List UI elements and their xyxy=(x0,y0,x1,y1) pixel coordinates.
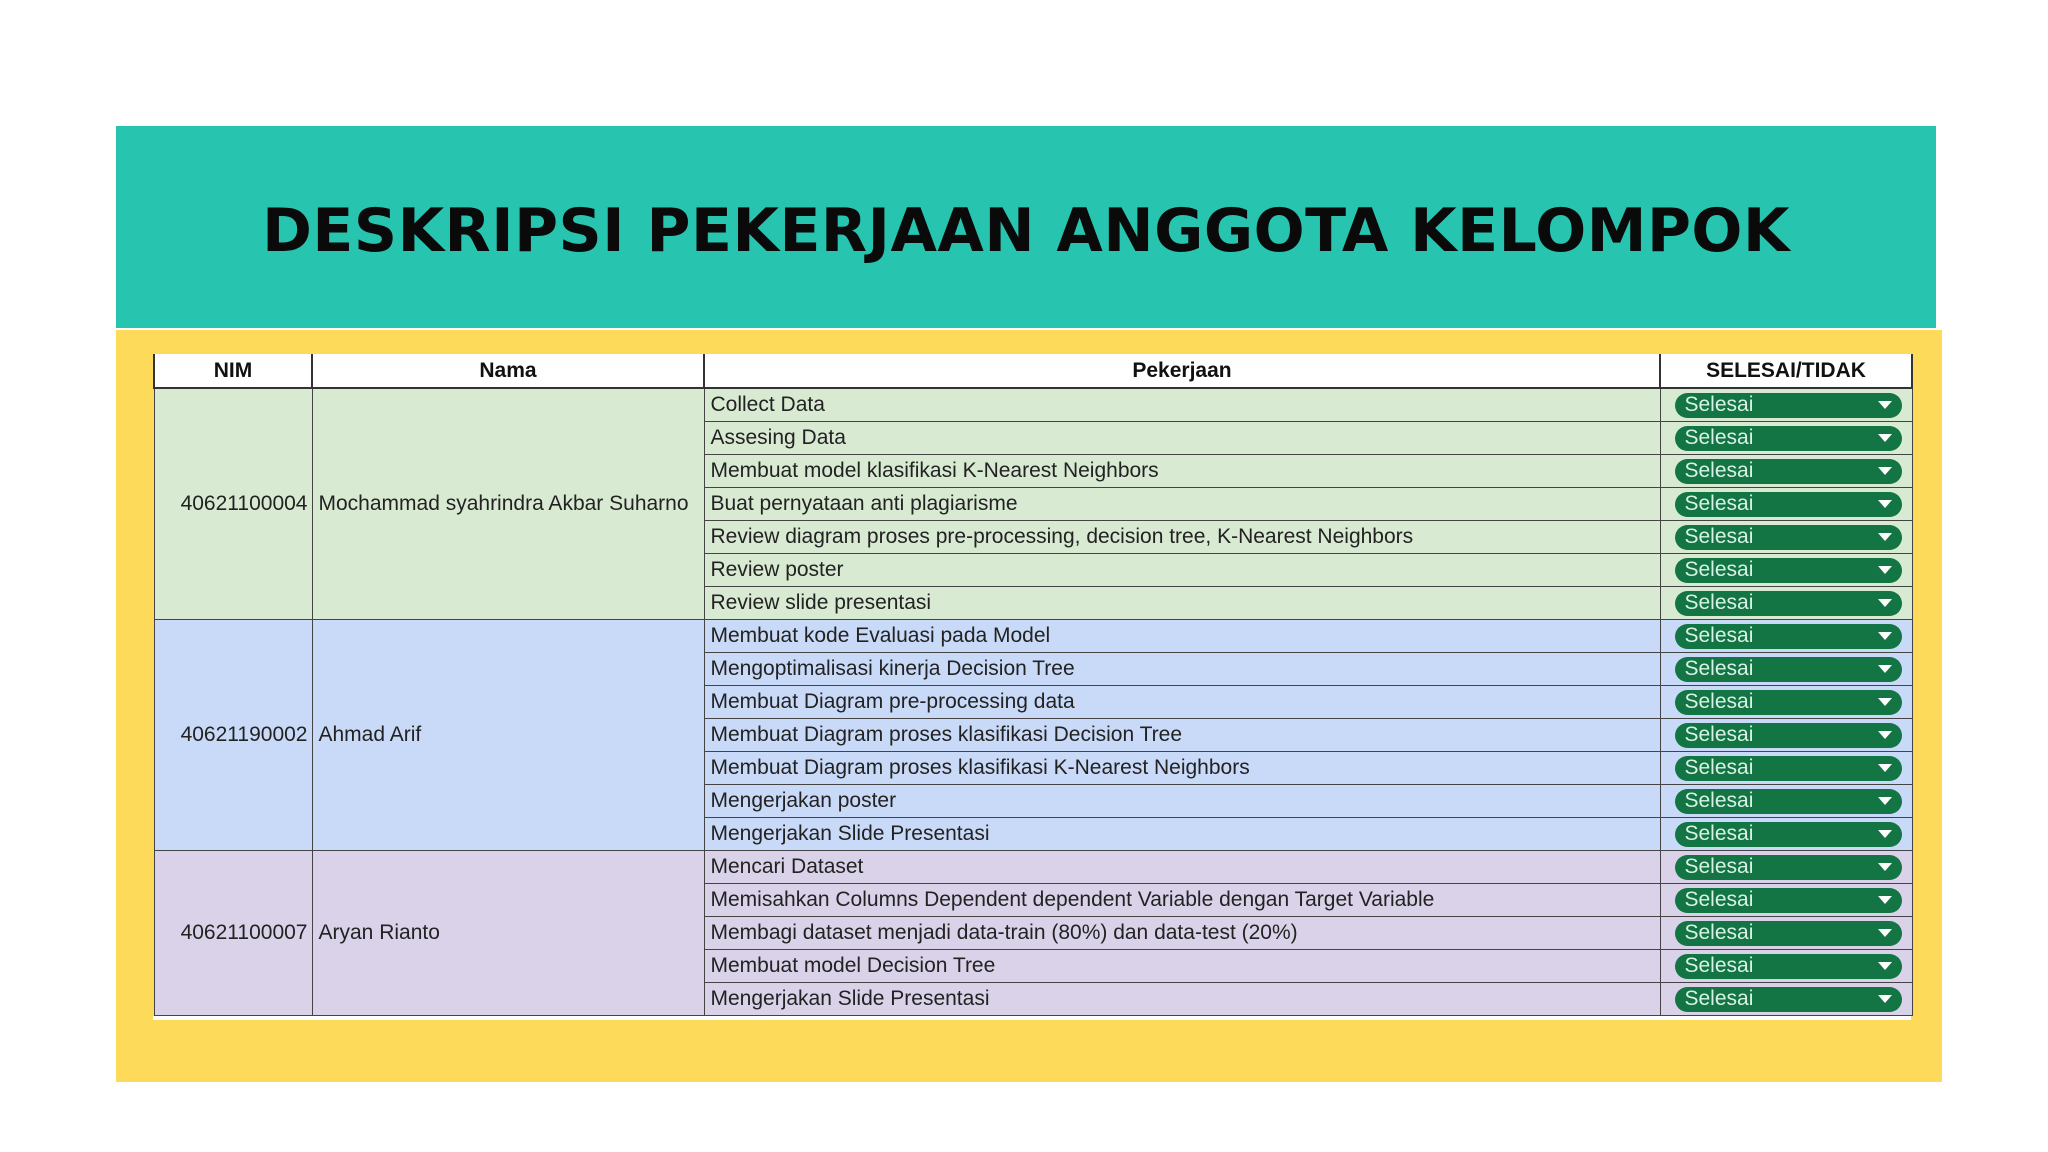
status-dropdown[interactable] xyxy=(1675,657,1902,682)
dropdown-caret-icon xyxy=(1878,995,1892,1003)
cell-nim: 40621100004 xyxy=(154,388,312,620)
status-label: Selesai xyxy=(1684,954,1754,977)
header-status: SELESAI/TIDAK xyxy=(1660,354,1912,388)
dropdown-caret-icon xyxy=(1878,764,1892,772)
cell-pekerjaan: Mencari Dataset xyxy=(704,851,1660,884)
dropdown-caret-icon xyxy=(1878,929,1892,937)
dropdown-caret-icon xyxy=(1878,863,1892,871)
table-header-row xyxy=(154,354,1912,388)
cell-status xyxy=(1660,686,1912,719)
cell-status xyxy=(1660,488,1912,521)
cell-pekerjaan: Membuat Diagram pre-processing data xyxy=(704,686,1660,719)
cell-status xyxy=(1660,587,1912,620)
status-dropdown[interactable] xyxy=(1675,690,1902,715)
table-row xyxy=(154,620,1912,653)
cell-nama: Mochammad syahrindra Akbar Suharno xyxy=(312,388,704,620)
cell-status xyxy=(1660,785,1912,818)
status-label: Selesai xyxy=(1684,723,1754,746)
status-dropdown[interactable] xyxy=(1675,954,1902,979)
status-label: Selesai xyxy=(1684,855,1754,878)
dropdown-caret-icon xyxy=(1878,533,1892,541)
status-dropdown[interactable] xyxy=(1675,756,1902,781)
status-dropdown[interactable] xyxy=(1675,921,1902,946)
cell-nim: 40621190002 xyxy=(154,620,312,851)
cell-pekerjaan: Membagi dataset menjadi data-train (80%) dan data-test (20%) xyxy=(704,917,1660,950)
cell-nama: Aryan Rianto xyxy=(312,851,704,1016)
cell-status xyxy=(1660,653,1912,686)
status-label: Selesai xyxy=(1684,822,1754,845)
dropdown-caret-icon xyxy=(1878,698,1892,706)
cell-status xyxy=(1660,620,1912,653)
dropdown-caret-icon xyxy=(1878,797,1892,805)
dropdown-caret-icon xyxy=(1878,566,1892,574)
status-label: Selesai xyxy=(1684,888,1754,911)
status-dropdown[interactable] xyxy=(1675,624,1902,649)
header-nama: Nama xyxy=(312,354,704,388)
dropdown-caret-icon xyxy=(1878,632,1892,640)
dropdown-caret-icon xyxy=(1878,599,1892,607)
status-dropdown[interactable] xyxy=(1675,591,1902,616)
cell-pekerjaan: Assesing Data xyxy=(704,422,1660,455)
cell-status xyxy=(1660,388,1912,422)
cell-pekerjaan: Membuat Diagram proses klasifikasi K-Nearest Neighbors xyxy=(704,752,1660,785)
table-row xyxy=(154,388,1912,422)
cell-status xyxy=(1660,554,1912,587)
cell-pekerjaan: Review slide presentasi xyxy=(704,587,1660,620)
cell-pekerjaan: Membuat kode Evaluasi pada Model xyxy=(704,620,1660,653)
cell-pekerjaan: Membuat Diagram proses klasifikasi Decision Tree xyxy=(704,719,1660,752)
cell-status xyxy=(1660,917,1912,950)
dropdown-caret-icon xyxy=(1878,665,1892,673)
status-label: Selesai xyxy=(1684,987,1754,1010)
header-nim: NIM xyxy=(154,354,312,388)
table-bottom-border xyxy=(153,1016,1911,1020)
task-table-wrapper xyxy=(153,354,1911,1020)
status-dropdown[interactable] xyxy=(1675,558,1902,583)
status-label: Selesai xyxy=(1684,459,1754,482)
status-label: Selesai xyxy=(1684,558,1754,581)
cell-pekerjaan: Mengerjakan Slide Presentasi xyxy=(704,818,1660,851)
status-label: Selesai xyxy=(1684,789,1754,812)
status-label: Selesai xyxy=(1684,690,1754,713)
cell-pekerjaan: Review diagram proses pre-processing, decision tree, K-Nearest Neighbors xyxy=(704,521,1660,554)
status-label: Selesai xyxy=(1684,525,1754,548)
task-table xyxy=(153,354,1913,1016)
status-dropdown[interactable] xyxy=(1675,393,1902,418)
cell-pekerjaan: Mengerjakan Slide Presentasi xyxy=(704,983,1660,1016)
cell-pekerjaan: Mengerjakan poster xyxy=(704,785,1660,818)
status-dropdown[interactable] xyxy=(1675,492,1902,517)
cell-pekerjaan: Review poster xyxy=(704,554,1660,587)
cell-pekerjaan: Collect Data xyxy=(704,388,1660,422)
dropdown-caret-icon xyxy=(1878,434,1892,442)
status-dropdown[interactable] xyxy=(1675,888,1902,913)
dropdown-caret-icon xyxy=(1878,467,1892,475)
status-label: Selesai xyxy=(1684,591,1754,614)
table-body xyxy=(154,388,1912,1016)
cell-status xyxy=(1660,851,1912,884)
cell-pekerjaan: Memisahkan Columns Dependent dependent Variable dengan Target Variable xyxy=(704,884,1660,917)
cell-nama: Ahmad Arif xyxy=(312,620,704,851)
dropdown-caret-icon xyxy=(1878,500,1892,508)
status-label: Selesai xyxy=(1684,393,1754,416)
cell-status xyxy=(1660,521,1912,554)
cell-status xyxy=(1660,752,1912,785)
dropdown-caret-icon xyxy=(1878,401,1892,409)
status-dropdown[interactable] xyxy=(1675,789,1902,814)
cell-nim: 40621100007 xyxy=(154,851,312,1016)
dropdown-caret-icon xyxy=(1878,962,1892,970)
cell-status xyxy=(1660,422,1912,455)
cell-status xyxy=(1660,455,1912,488)
status-label: Selesai xyxy=(1684,426,1754,449)
status-dropdown[interactable] xyxy=(1675,525,1902,550)
cell-status xyxy=(1660,818,1912,851)
page-title: DESKRIPSI PEKERJAAN ANGGOTA KELOMPOK xyxy=(262,196,1790,266)
status-label: Selesai xyxy=(1684,657,1754,680)
status-dropdown[interactable] xyxy=(1675,426,1902,451)
title-banner xyxy=(116,126,1936,328)
dropdown-caret-icon xyxy=(1878,731,1892,739)
cell-pekerjaan: Membuat model Decision Tree xyxy=(704,950,1660,983)
status-dropdown[interactable] xyxy=(1675,987,1902,1012)
status-dropdown[interactable] xyxy=(1675,459,1902,484)
cell-status xyxy=(1660,884,1912,917)
status-label: Selesai xyxy=(1684,492,1754,515)
status-dropdown[interactable] xyxy=(1675,723,1902,748)
cell-status xyxy=(1660,719,1912,752)
status-label: Selesai xyxy=(1684,921,1754,944)
table-row xyxy=(154,851,1912,884)
cell-status xyxy=(1660,983,1912,1016)
cell-pekerjaan: Membuat model klasifikasi K-Nearest Neighbors xyxy=(704,455,1660,488)
dropdown-caret-icon xyxy=(1878,830,1892,838)
cell-pekerjaan: Mengoptimalisasi kinerja Decision Tree xyxy=(704,653,1660,686)
dropdown-caret-icon xyxy=(1878,896,1892,904)
status-dropdown[interactable] xyxy=(1675,822,1902,847)
cell-pekerjaan: Buat pernyataan anti plagiarisme xyxy=(704,488,1660,521)
status-dropdown[interactable] xyxy=(1675,855,1902,880)
status-label: Selesai xyxy=(1684,756,1754,779)
header-pekerjaan: Pekerjaan xyxy=(704,354,1660,388)
cell-status xyxy=(1660,950,1912,983)
status-label: Selesai xyxy=(1684,624,1754,647)
